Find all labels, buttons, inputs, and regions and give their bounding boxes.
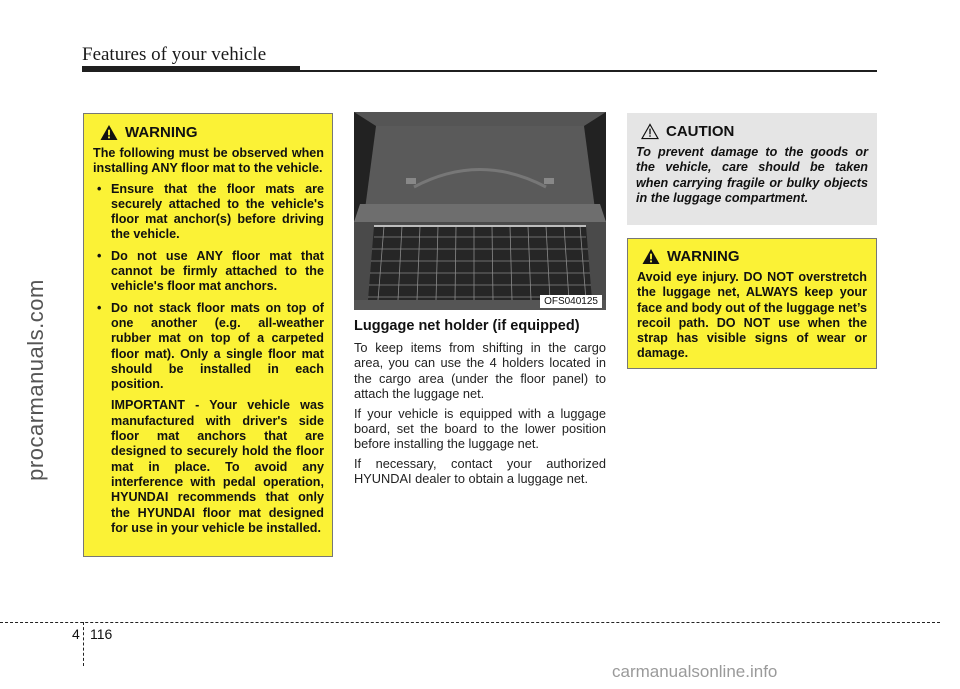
section-body [354,340,606,491]
caution-heading [636,123,868,140]
warning-bullet: • Ensure that the floor mats are securely attached to the vehicle's floor mat anchor(s) before driving the vehicle. [97,181,324,242]
cargo-net-photo [354,112,606,310]
cargo-area-illustration [354,112,606,310]
warning-heading [93,124,324,141]
body-paragraph: If your vehicle is equipped with a luggage board, set the board to the lower position before installing the luggage net. [354,405,606,452]
footer-rule [0,622,940,623]
page-header-title: Features of your vehicle [82,44,267,65]
warning-text: Avoid eye injury. DO NOT overstretch the luggage net, ALWAYS keep your face and body out of the luggage net’s recoil path. DO NOT use when the strap has visible signs of wear or damage. [637,270,867,361]
warning-bullet: • Do not use ANY floor mat that cannot be firmly attached to the vehicle's floor mat anchors. [97,248,324,294]
caution-triangle-icon [640,123,660,140]
luggage-net-warning-box [627,238,877,369]
footer-divider [83,622,84,666]
body-paragraph: If necessary, contact your authorized HYUNDAI dealer to obtain a luggage net. [354,455,606,487]
bottom-watermark: carmanualsonline.info [612,662,778,681]
caution-heading-text: CAUTION [666,123,735,140]
warning-heading-text: WARNING [667,248,740,265]
side-watermark: procarmanuals.com [23,279,48,481]
section-title: Luggage net holder (if equipped) [354,318,580,334]
warning-bullet: • Do not stack floor mats on top of one another (e.g. all-weather rubber mat on top of a carpeted floor mat). Only a single floor mat should be installed in each position. [97,300,324,392]
photo-label: OFS040125 [540,295,602,308]
warning-triangle-icon [641,248,661,265]
page-number: 116 [90,626,113,642]
warning-heading-text: WARNING [125,124,198,141]
body-paragraph: To keep items from shifting in the cargo area, you can use the 4 holders located in the cargo area (under the floor panel) to attach the luggage net. [354,340,606,402]
warning-heading [637,248,867,265]
warning-important-note: IMPORTANT - Your vehicle was manufactured with driver's side floor mat anchors that are designed to securely hold the floor mat in place. To avoid any interference with pedal operation, HYUNDAI recommends that only the HYUNDAI floor mat designed for use in your vehicle be installed. [111,398,324,535]
floor-mat-warning-box [83,113,333,557]
warning-triangle-icon [99,124,119,141]
warning-bullet-list [93,182,324,393]
header-rule [300,70,877,72]
caution-box [627,113,877,225]
header-bar [82,66,300,72]
warning-intro: The following must be observed when installing ANY floor mat to the vehicle. [93,146,324,176]
caution-text: To prevent damage to the goods or the vehicle, care should be taken when carrying fragile or bulky objects in the luggage compartment. [636,145,868,205]
chapter-number: 4 [72,626,80,642]
